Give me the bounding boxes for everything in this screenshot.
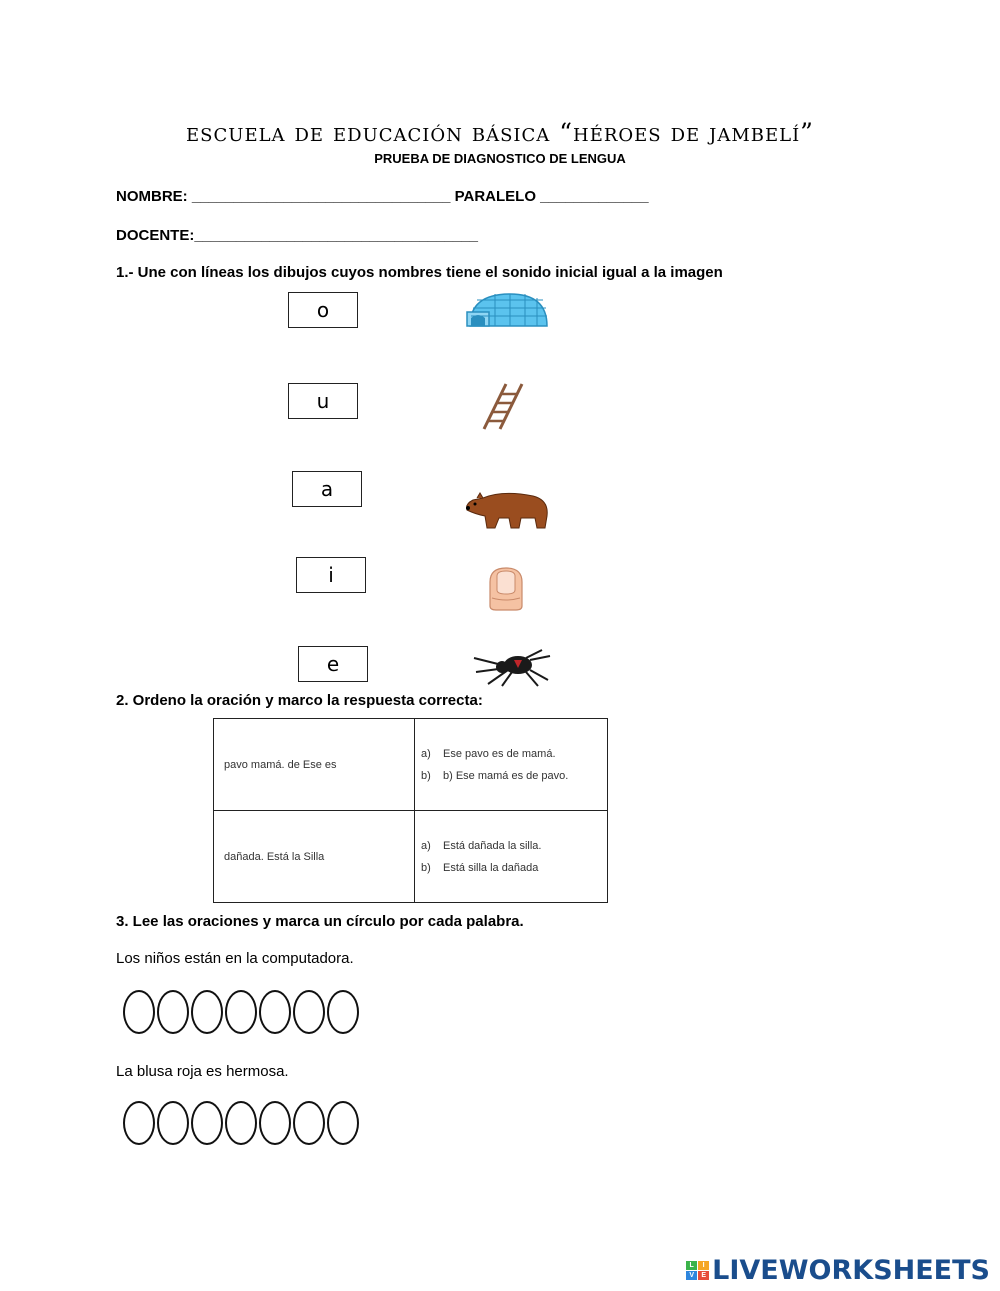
liveworksheets-logo bbox=[686, 1255, 990, 1286]
sentence-1: Los niños están en la computadora. bbox=[116, 950, 354, 967]
word-circle[interactable] bbox=[225, 990, 257, 1034]
option-a-2[interactable] bbox=[421, 840, 607, 852]
option-b-text: b) Ese mamá es de pavo. bbox=[443, 769, 569, 782]
sentence-2: La blusa roja es hermosa. bbox=[116, 1063, 289, 1080]
word-circle[interactable] bbox=[123, 1101, 155, 1145]
section2-instruction: 2. Ordeno la oración y marco la respuesta correcta: bbox=[116, 692, 483, 709]
word-circle[interactable] bbox=[191, 990, 223, 1034]
option-a-1[interactable] bbox=[421, 748, 607, 760]
table-row bbox=[214, 811, 608, 903]
options-cell-2 bbox=[415, 811, 608, 903]
letter-box-i: i bbox=[296, 557, 366, 593]
options-cell-1 bbox=[415, 719, 608, 811]
option-a-text: Está dañada la silla. bbox=[443, 839, 542, 852]
school-title: escuela de educación básica “héroes de jambelí” bbox=[186, 118, 814, 147]
option-a-label: a) bbox=[421, 747, 431, 760]
test-subtitle: PRUEBA DE DIAGNOSTICO DE LENGUA bbox=[374, 151, 626, 166]
option-b-text: Está silla la dañada bbox=[443, 861, 539, 874]
letter-box-a: a bbox=[292, 471, 362, 507]
word-circle[interactable] bbox=[191, 1101, 223, 1145]
option-b-1[interactable] bbox=[421, 770, 607, 782]
word-circle[interactable] bbox=[327, 990, 359, 1034]
word-circle[interactable] bbox=[157, 1101, 189, 1145]
word-circle[interactable] bbox=[259, 1101, 291, 1145]
spider-icon bbox=[470, 648, 552, 688]
name-line: NOMBRE: _______________________________ PARALELO _____________ bbox=[116, 188, 649, 205]
option-a-label: a) bbox=[421, 839, 431, 852]
letter-box-o: o bbox=[288, 292, 358, 328]
ordering-table bbox=[213, 718, 608, 903]
word-circle[interactable] bbox=[327, 1101, 359, 1145]
scrambled-sentence-2: dañada. Está la Silla bbox=[214, 811, 415, 903]
word-circles-2 bbox=[123, 1101, 359, 1145]
option-b-label: b) bbox=[421, 861, 431, 874]
option-a-text: Ese pavo es de mamá. bbox=[443, 747, 556, 760]
section1-instruction: 1.- Une con líneas los dibujos cuyos nombres tiene el sonido inicial igual a la imagen bbox=[116, 264, 723, 281]
logo-block: I bbox=[698, 1261, 709, 1270]
logo-blocks-icon bbox=[686, 1261, 709, 1280]
letter-box-u: u bbox=[288, 383, 358, 419]
logo-block: E bbox=[698, 1271, 709, 1280]
igloo-icon bbox=[465, 290, 550, 330]
logo-block: L bbox=[686, 1261, 697, 1270]
word-circle[interactable] bbox=[259, 990, 291, 1034]
option-b-label: b) bbox=[421, 769, 431, 782]
word-circle[interactable] bbox=[123, 990, 155, 1034]
word-circles-1 bbox=[123, 990, 359, 1034]
logo-block: V bbox=[686, 1271, 697, 1280]
word-circle[interactable] bbox=[293, 1101, 325, 1145]
word-circle[interactable] bbox=[157, 990, 189, 1034]
option-b-2[interactable] bbox=[421, 862, 607, 874]
logo-text: LIVEWORKSHEETS bbox=[712, 1255, 990, 1286]
scrambled-sentence-1: pavo mamá. de Ese es bbox=[214, 719, 415, 811]
teacher-line: DOCENTE:__________________________________ bbox=[116, 227, 478, 244]
ladder-icon bbox=[480, 381, 525, 431]
word-circle[interactable] bbox=[225, 1101, 257, 1145]
table-row bbox=[214, 719, 608, 811]
bear-icon bbox=[463, 488, 551, 532]
letter-box-e: e bbox=[298, 646, 368, 682]
word-circle[interactable] bbox=[293, 990, 325, 1034]
nail-icon bbox=[486, 566, 526, 612]
section3-instruction: 3. Lee las oraciones y marca un círculo por cada palabra. bbox=[116, 913, 524, 930]
